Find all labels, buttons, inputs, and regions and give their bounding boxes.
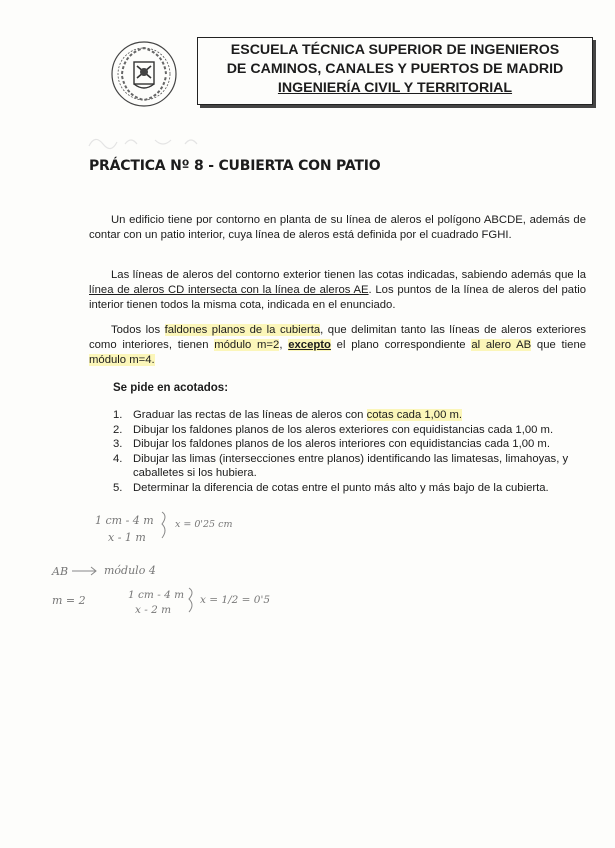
paragraph-3-text-g: el plano correspondiente bbox=[330, 339, 472, 352]
paragraph-1: Un edificio tiene por contorno en planta de su línea de aleros el polígono ABCDE, además de contar con un patio interior, cuya línea de aleros está definida por el cuadrado FGHI. bbox=[89, 214, 586, 242]
task-list bbox=[113, 408, 588, 496]
university-seal-icon bbox=[110, 40, 178, 108]
highlight-cotas: cotas cada 1,00 m. bbox=[366, 409, 463, 421]
note-2-arrow-icon bbox=[72, 567, 96, 575]
task-2-text: Dibujar los faldones planos de los aleros exteriores con equidistancias cada 1,00 m. bbox=[133, 423, 554, 436]
paragraph-2-text-a: Las líneas de aleros del contorno exterior tienen las cotas indicadas, sabiendo además que la bbox=[111, 269, 586, 282]
note-3-line-b: x - 2 m bbox=[135, 604, 172, 616]
faint-bleedthrough-marks bbox=[85, 128, 215, 154]
highlight-modulo-2: módulo m=2 bbox=[214, 339, 280, 352]
paragraph-2-text-c: . Los puntos de la línea de aleros del patio interior tienen todos la misma cota, indicada en el enunciado. bbox=[89, 284, 587, 312]
task-number: 3. bbox=[113, 438, 123, 451]
task-item bbox=[113, 437, 588, 452]
tasks-heading: Se pide en acotados: bbox=[113, 382, 229, 394]
highlight-alero-ab: al alero AB bbox=[471, 339, 532, 352]
paragraph-3-text-c: , que delimitan tanto las líneas de aleros exteriores como interiores, tienen bbox=[89, 324, 587, 352]
task-number: 2. bbox=[113, 423, 123, 436]
paragraph-3 bbox=[89, 323, 586, 368]
institution-header bbox=[197, 37, 593, 105]
note-1-line-b: x - 1 m bbox=[108, 531, 146, 544]
task-3-text: Dibujar los faldones planos de los aleros interiores con equidistancias cada 1,00 m. bbox=[133, 438, 550, 451]
note-3-result: x = 1/2 = 0'5 bbox=[200, 594, 271, 606]
page-title: PRÁCTICA Nº 8 - CUBIERTA CON PATIO bbox=[89, 158, 381, 174]
note-1-result: x = 0'25 cm bbox=[175, 519, 233, 530]
task-5-text: Determinar la diferencia de cotas entre el punto más alto y más bajo de la cubierta. bbox=[133, 481, 549, 494]
paragraph-3-text-e: , bbox=[279, 339, 289, 352]
note-1-line-a: 1 cm - 4 m bbox=[95, 514, 154, 527]
underlined-phrase-cd-ae: línea de aleros CD intersecta con la línea de aleros AE bbox=[89, 284, 369, 297]
task-4-text: Dibujar las limas (intersecciones entre planos) identificando las limatesas, limahoyas, y caballetes si los hubiera. bbox=[133, 452, 569, 480]
task-item bbox=[113, 452, 588, 481]
task-item bbox=[113, 408, 588, 423]
header-line-2: DE CAMINOS, CANALES Y PUERTOS DE MADRID bbox=[226, 61, 564, 77]
paragraph-2 bbox=[89, 268, 586, 313]
note-2-text: módulo 4 bbox=[104, 564, 156, 577]
note-2-label: AB bbox=[52, 565, 69, 578]
task-item bbox=[113, 423, 588, 438]
highlight-faldones: faldones planos de la cubierta bbox=[164, 324, 321, 337]
task-number: 4. bbox=[113, 452, 123, 465]
header-line-1: ESCUELA TÉCNICA SUPERIOR DE INGENIEROS bbox=[230, 42, 560, 58]
header-line-3: INGENIERÍA CIVIL Y TERRITORIAL bbox=[277, 80, 513, 96]
highlight-modulo-4: módulo m=4. bbox=[89, 354, 155, 367]
task-number: 5. bbox=[113, 481, 123, 494]
task-number: 1. bbox=[113, 409, 123, 421]
note-3-brace bbox=[189, 588, 192, 612]
paragraph-3-text-a: Todos los bbox=[111, 324, 165, 337]
paragraph-3-text-i: que tiene bbox=[531, 339, 587, 352]
note-3-line-a: 1 cm - 4 m bbox=[128, 589, 185, 601]
task-1-text: Graduar las rectas de las líneas de aleros con bbox=[133, 409, 367, 421]
task-item bbox=[113, 481, 588, 496]
note-1-brace bbox=[162, 512, 165, 538]
highlight-excepto: excepto bbox=[288, 339, 331, 352]
note-3-label: m = 2 bbox=[52, 594, 86, 607]
